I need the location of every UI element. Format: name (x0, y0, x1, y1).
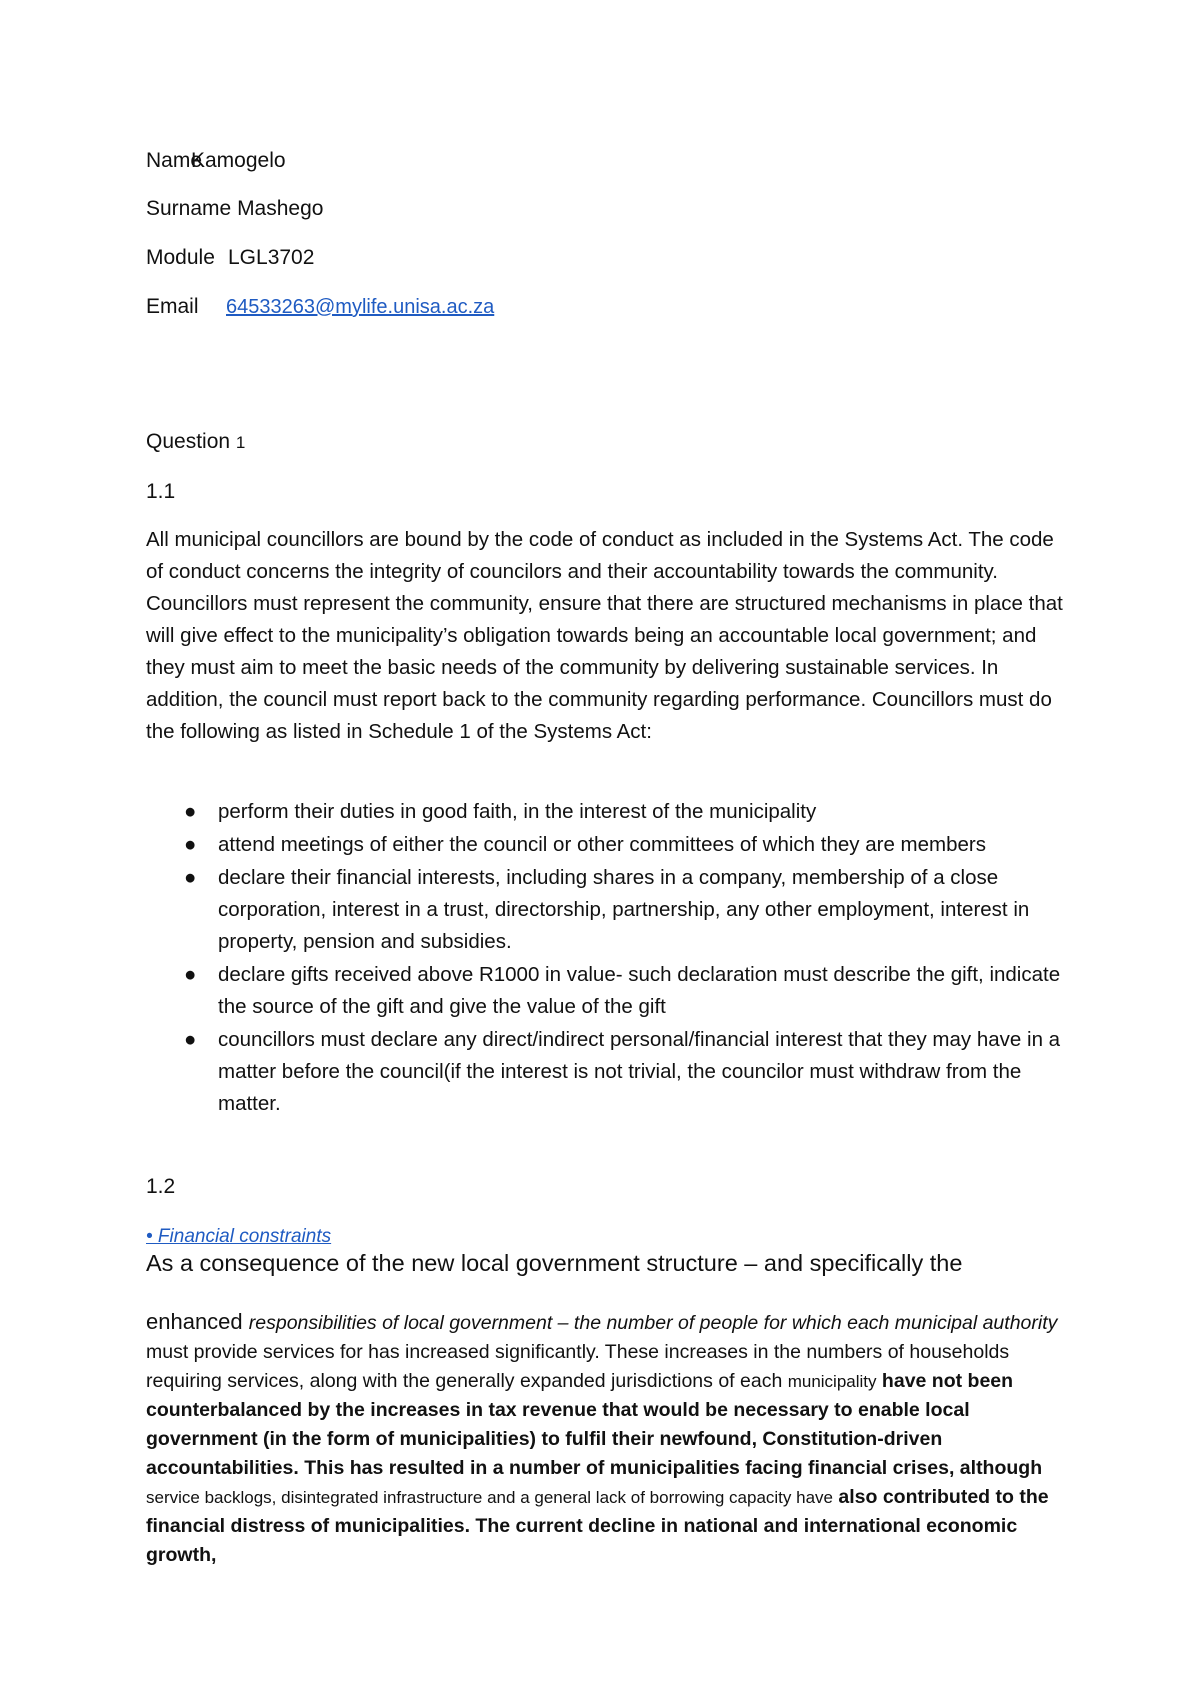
question-number: 1 (235, 433, 246, 452)
name-value: Kamogelo (191, 149, 286, 172)
bullet-icon: ● (184, 833, 197, 856)
name-label: Name (146, 149, 203, 172)
section-1-2-heading: 1.2 (146, 1175, 176, 1198)
section-1-1-heading: 1.1 (146, 480, 176, 503)
list-item: ● declare their financial interests, including shares in a company, membership of a close corporation, interest in a trust, directorship, partnership, any other employment, interest in property, pension and subsidies. (146, 862, 1076, 958)
surname-label: Surname (146, 197, 232, 220)
bullet-icon: ● (184, 963, 197, 986)
module-label: Module (146, 246, 215, 269)
name-row (146, 148, 286, 174)
bullet-icon: ● (184, 1028, 197, 1051)
list-item: ● declare gifts received above R1000 in value- such declaration must describe the gift, indicate the source of the gift and give the value of the gift (146, 959, 1076, 1023)
list-item: ● attend meetings of either the council or other committees of which they are members (146, 829, 1076, 861)
financial-paragraph: enhanced responsibilities of local government – the number of people for which each municipal authority must provide services for has increased significantly. These increases in the numbers of households requiring services, along with the generally expanded jurisdictions of each municipality have not been counterbalanced by the increases in tax revenue that would be necessary to enable local government (in the form of municipalities) to fulfil their newfound, Constitution-driven accountabilities. This has resulted in a number of municipalities facing financial crises, although service backlogs, disintegrated infrastructure and a general lack of borrowing capacity have also contributed to the financial distress of municipalities. The current decline in national and international economic growth, (146, 1309, 1058, 1566)
surname-value: Mashego (237, 197, 324, 220)
list-item: ● councillors must declare any direct/indirect personal/financial interest that they may have in a matter before the council(if the interest is not trivial, the councilor must withdraw from the matter. (146, 1024, 1076, 1120)
bullet-icon: ● (184, 800, 197, 823)
financial-lead-sentence: As a consequence of the new local government structure – and specifically the (146, 1250, 963, 1276)
question-title (146, 430, 245, 454)
email-label: Email (146, 295, 199, 318)
conduct-bullet-list (146, 796, 1076, 1121)
email-row (146, 294, 495, 320)
bullet-icon: ● (184, 866, 197, 889)
list-item: ● perform their duties in good faith, in the interest of the municipality (146, 796, 1076, 828)
module-row (146, 245, 315, 271)
module-value: LGL3702 (228, 246, 315, 269)
email-link[interactable]: 64533263@mylife.unisa.ac.za (226, 296, 495, 318)
financial-constraints-heading: • Financial constraints (146, 1226, 332, 1247)
surname-row (146, 196, 323, 222)
section-1-1-paragraph: All municipal councillors are bound by the code of conduct as included in the Systems Act. The code of conduct concerns the integrity of councilors and their accountability towards the community. Councillors must represent the community, ensure that there are structured mechanisms in place that will give effect to the municipality’s obligation towards being an accountable local government; and they must aim to meet the basic needs of the community by delivering sustainable services. In addition, the council must report back to the community regarding performance. Councillors must do the following as listed in Schedule 1 of the Systems Act: (146, 528, 1063, 743)
question-label: Question (146, 430, 231, 453)
